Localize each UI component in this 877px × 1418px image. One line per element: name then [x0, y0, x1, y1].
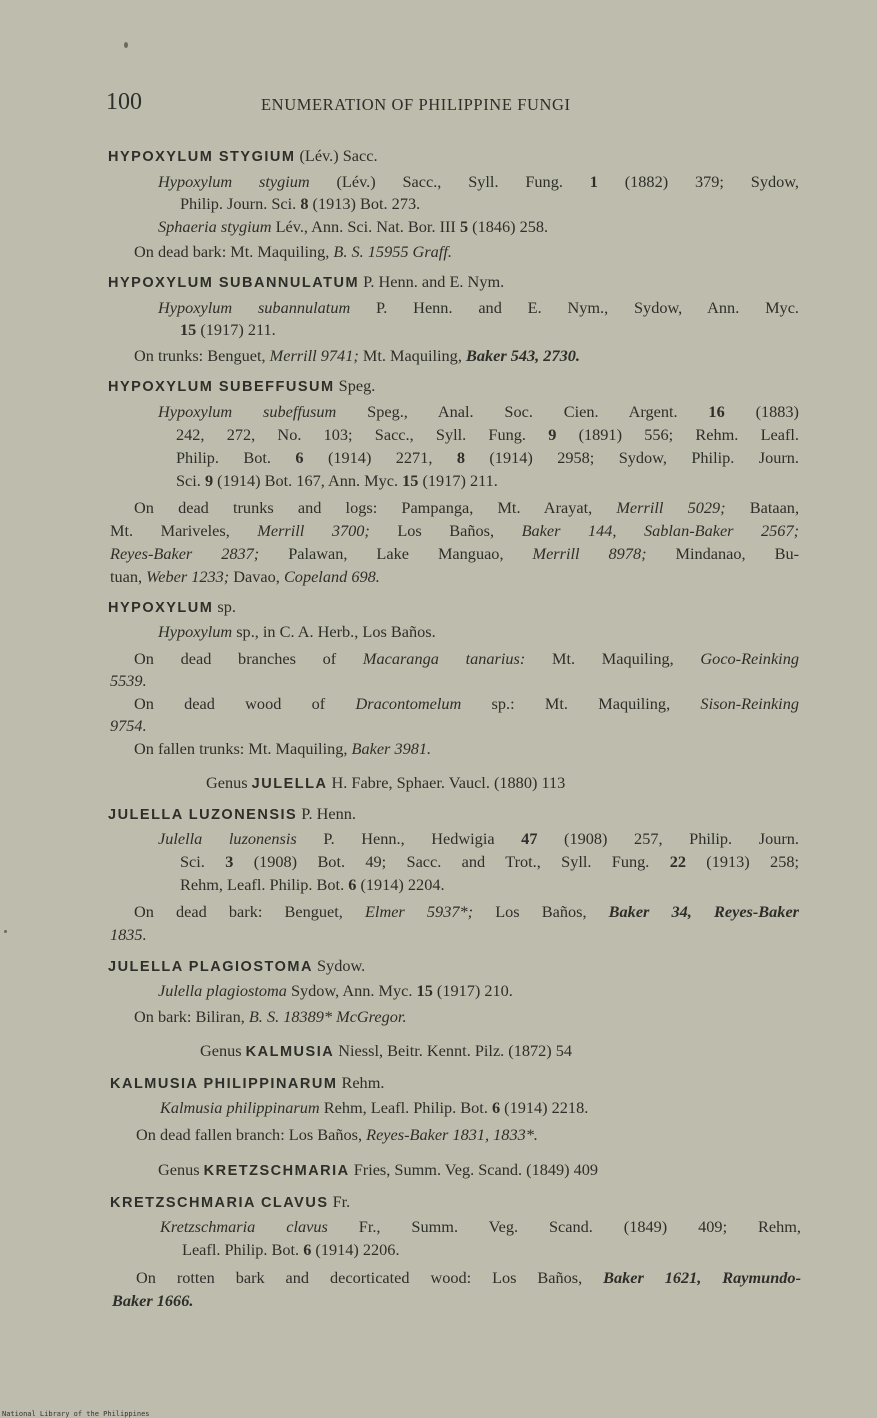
specimen-line: On fallen trunks: Mt. Maquiling, Baker 3981. — [134, 739, 432, 758]
specimen-line: On trunks: Benguet, Merrill 9741; Mt. Maquiling, Baker 543, 2730. — [134, 346, 580, 365]
citation-line: Kalmusia philippinarum Rehm, Leafl. Philip. Bot. 6 (1914) 2218. — [160, 1098, 589, 1117]
ink-speck — [124, 42, 128, 48]
species-heading: KALMUSIA PHILIPPINARUM Rehm. — [110, 1073, 385, 1092]
genus-heading: Genus JULELLA H. Fabre, Sphaer. Vaucl. (1880) 113 — [206, 773, 566, 792]
specimen-line: On rotten bark and decorticated wood: Los Baños, Baker 1621, Raymundo- — [136, 1268, 801, 1287]
citation-line: 15 (1917) 211. — [180, 320, 276, 339]
specimen-line: On bark: Biliran, B. S. 18389* McGregor. — [134, 1007, 407, 1026]
species-heading: JULELLA LUZONENSIS P. Henn. — [108, 804, 356, 823]
specimen-line: On dead trunks and logs: Pampanga, Mt. Arayat, Merrill 5029; Bataan, — [134, 498, 800, 517]
citation-line: Leafl. Philip. Bot. 6 (1914) 2206. — [182, 1240, 400, 1259]
citation-line: Kretzschmaria clavus Fr., Summ. Veg. Scand. (1849) 409; Rehm, — [160, 1217, 801, 1236]
specimen-line: On dead fallen branch: Los Baños, Reyes-Baker 1831, 1833*. — [136, 1125, 538, 1144]
specimen-line: Mt. Mariveles, Merrill 3700; Los Baños, Baker 144, Sablan-Baker 2567; — [110, 521, 800, 540]
species-heading: HYPOXYLUM sp. — [108, 597, 236, 616]
citation-line: Julella luzonensis P. Henn., Hedwigia 47 (1908) 257, Philip. Journ. — [158, 829, 799, 848]
species-heading: JULELLA PLAGIOSTOMA Sydow. — [108, 956, 366, 975]
citation-line: Rehm, Leafl. Philip. Bot. 6 (1914) 2204. — [180, 875, 445, 894]
citation-line: Hypoxylum sp., in C. A. Herb., Los Baños. — [158, 622, 436, 641]
specimen-line: 9754. — [110, 716, 147, 735]
synonym-line: Sphaeria stygium Lév., Ann. Sci. Nat. Bor. III 5 (1846) 258. — [158, 217, 549, 236]
specimen-line: Reyes-Baker 2837; Palawan, Lake Manguao, Merrill 8978; Mindanao, Bu- — [110, 544, 800, 563]
species-heading: HYPOXYLUM STYGIUM (Lév.) Sacc. — [108, 146, 378, 165]
specimen-line: 5539. — [110, 671, 147, 690]
species-heading: HYPOXYLUM SUBANNULATUM P. Henn. and E. Nym. — [108, 272, 505, 291]
citation-line: Sci. 3 (1908) Bot. 49; Sacc. and Trot., Syll. Fung. 22 (1913) 258; — [180, 852, 799, 871]
specimen-line: On dead wood of Dracontomelum sp.: Mt. Maquiling, Sison-Reinking — [134, 694, 799, 713]
specimen-line: Baker 1666. — [112, 1291, 194, 1310]
specimen-line: On dead branches of Macaranga tanarius: Mt. Maquiling, Goco-Reinking — [134, 649, 799, 668]
page-number: 100 — [106, 89, 142, 115]
ink-speck — [4, 930, 7, 933]
genus-heading: Genus KALMUSIA Niessl, Beitr. Kennt. Pilz. (1872) 54 — [200, 1041, 573, 1060]
specimen-line: On dead bark: Mt. Maquiling, B. S. 15955 Graff. — [134, 242, 452, 261]
species-heading: HYPOXYLUM SUBEFFUSUM Speg. — [108, 376, 376, 395]
citation-line: Philip. Bot. 6 (1914) 2271, 8 (1914) 2958; Sydow, Philip. Journ. — [176, 448, 799, 467]
specimen-line: tuan, Weber 1233; Davao, Copeland 698. — [110, 567, 380, 586]
specimen-line: 1835. — [110, 925, 147, 944]
running-head: ENUMERATION OF PHILIPPINE FUNGI — [261, 95, 571, 114]
species-heading: KRETZSCHMARIA CLAVUS Fr. — [110, 1192, 351, 1211]
citation-line: Julella plagiostoma Sydow, Ann. Myc. 15 (1917) 210. — [158, 981, 513, 1000]
citation-line: Hypoxylum subannulatum P. Henn. and E. Nym., Sydow, Ann. Myc. — [158, 298, 799, 317]
specimen-line: On dead bark: Benguet, Elmer 5937*; Los Baños, Baker 34, Reyes-Baker — [134, 902, 800, 921]
genus-heading: Genus KRETZSCHMARIA Fries, Summ. Veg. Scand. (1849) 409 — [158, 1160, 599, 1179]
citation-line: Hypoxylum subeffusum Speg., Anal. Soc. Cien. Argent. 16 (1883) — [158, 402, 799, 421]
citation-line: Sci. 9 (1914) Bot. 167, Ann. Myc. 15 (1917) 211. — [176, 471, 498, 490]
citation-line: 242, 272, No. 103; Sacc., Syll. Fung. 9 (1891) 556; Rehm. Leafl. — [176, 425, 799, 444]
citation-line: Philip. Journ. Sci. 8 (1913) Bot. 273. — [180, 194, 421, 213]
citation-line: Hypoxylum stygium (Lév.) Sacc., Syll. Fung. 1 (1882) 379; Sydow, — [158, 172, 800, 191]
library-watermark: National Library of the Philippines — [2, 1410, 150, 1418]
